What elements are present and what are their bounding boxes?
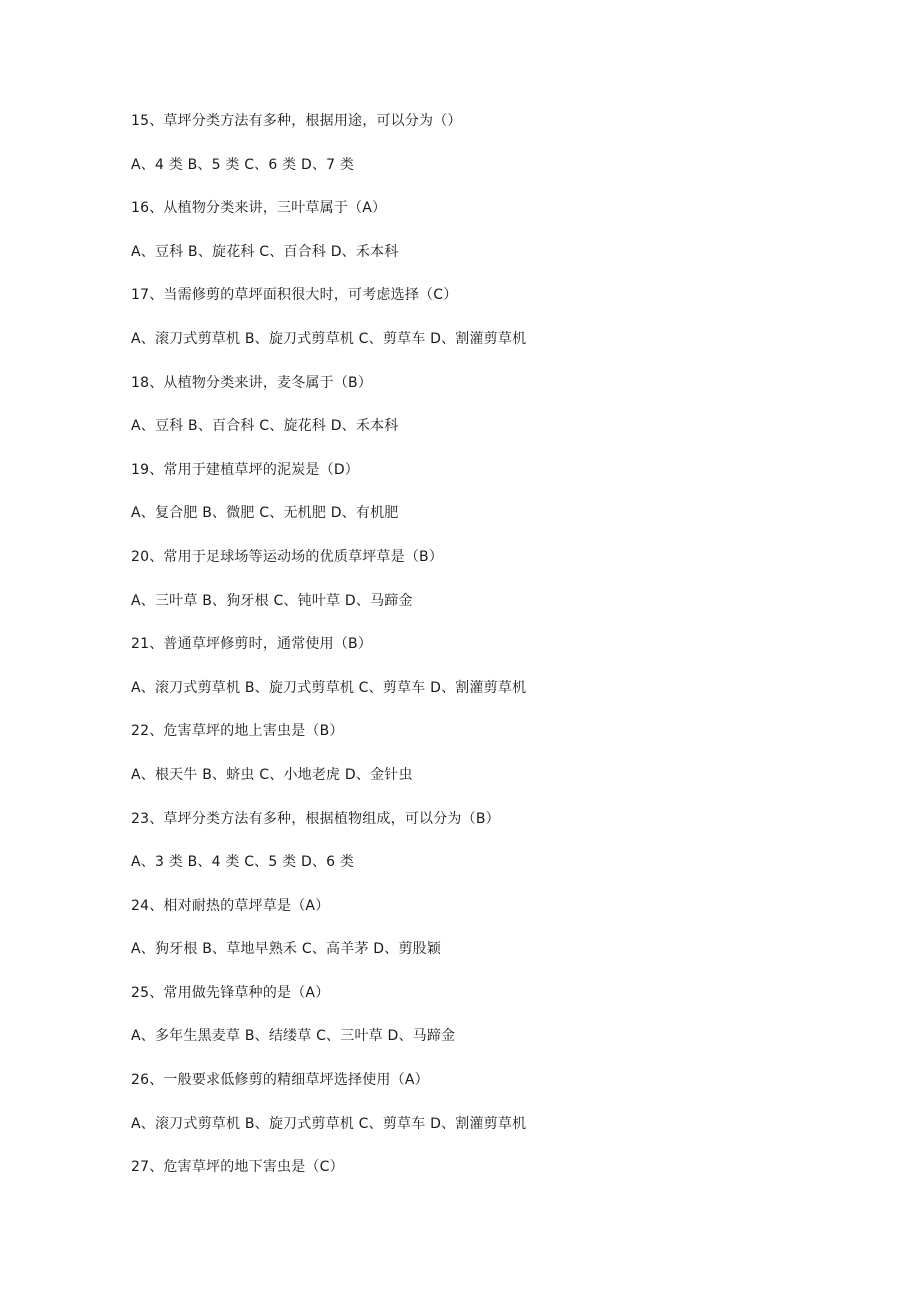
- options-23: A、3 类 B、4 类 C、5 类 D、6 类: [131, 854, 355, 871]
- options-18: A、豆科 B、百合科 C、旋花科 D、禾本科: [131, 418, 399, 435]
- question-list: [131, 108, 871, 1198]
- question-17: 17、当需修剪的草坪面积很大时，可考虑选择（C）: [131, 287, 458, 304]
- options-24: A、狗牙根 B、草地早熟禾 C、高羊茅 D、剪股颖: [131, 941, 442, 958]
- question-16: 16、从植物分类来讲，三叶草属于（A）: [131, 200, 387, 217]
- question-20: 20、常用于足球场等运动场的优质草坪草是（B）: [131, 548, 444, 565]
- question-25: 25、常用做先锋草种的是（A）: [131, 984, 330, 1001]
- question-19: 19、常用于建植草坪的泥炭是（D）: [131, 461, 359, 478]
- options-20: A、三叶草 B、狗牙根 C、钝叶草 D、马蹄金: [131, 592, 413, 609]
- options-16: A、豆科 B、旋花科 C、百合科 D、禾本科: [131, 243, 399, 260]
- options-22: A、根天牛 B、蛴虫 C、小地老虎 D、金针虫: [131, 766, 413, 783]
- question-21: 21、普通草坪修剪时，通常使用（B）: [131, 636, 373, 653]
- options-25: A、多年生黑麦草 B、结缕草 C、三叶草 D、马蹄金: [131, 1028, 456, 1045]
- options-17: A、滚刀式剪草机 B、旋刀式剪草机 C、剪草车 D、割灌剪草机: [131, 330, 527, 347]
- question-27: 27、危害草坪的地下害虫是（C）: [131, 1159, 344, 1176]
- question-26: 26、一般要求低修剪的精细草坪选择使用（A）: [131, 1072, 429, 1089]
- options-26: A、滚刀式剪草机 B、旋刀式剪草机 C、剪草车 D、割灌剪草机: [131, 1115, 527, 1132]
- question-15: 15、草坪分类方法有多种，根据用途，可以分为（）: [131, 113, 462, 129]
- options-19: A、复合肥 B、微肥 C、无机肥 D、有机肥: [131, 505, 399, 522]
- options-15: A、4 类 B、5 类 C、6 类 D、7 类: [131, 156, 355, 173]
- question-22: 22、危害草坪的地上害虫是（B）: [131, 723, 344, 740]
- question-24: 24、相对耐热的草坪草是（A）: [131, 897, 330, 914]
- options-21: A、滚刀式剪草机 B、旋刀式剪草机 C、剪草车 D、割灌剪草机: [131, 679, 527, 696]
- question-23: 23、草坪分类方法有多种，根据植物组成，可以分为（B）: [131, 810, 500, 827]
- question-18: 18、从植物分类来讲，麦冬属于（B）: [131, 374, 373, 391]
